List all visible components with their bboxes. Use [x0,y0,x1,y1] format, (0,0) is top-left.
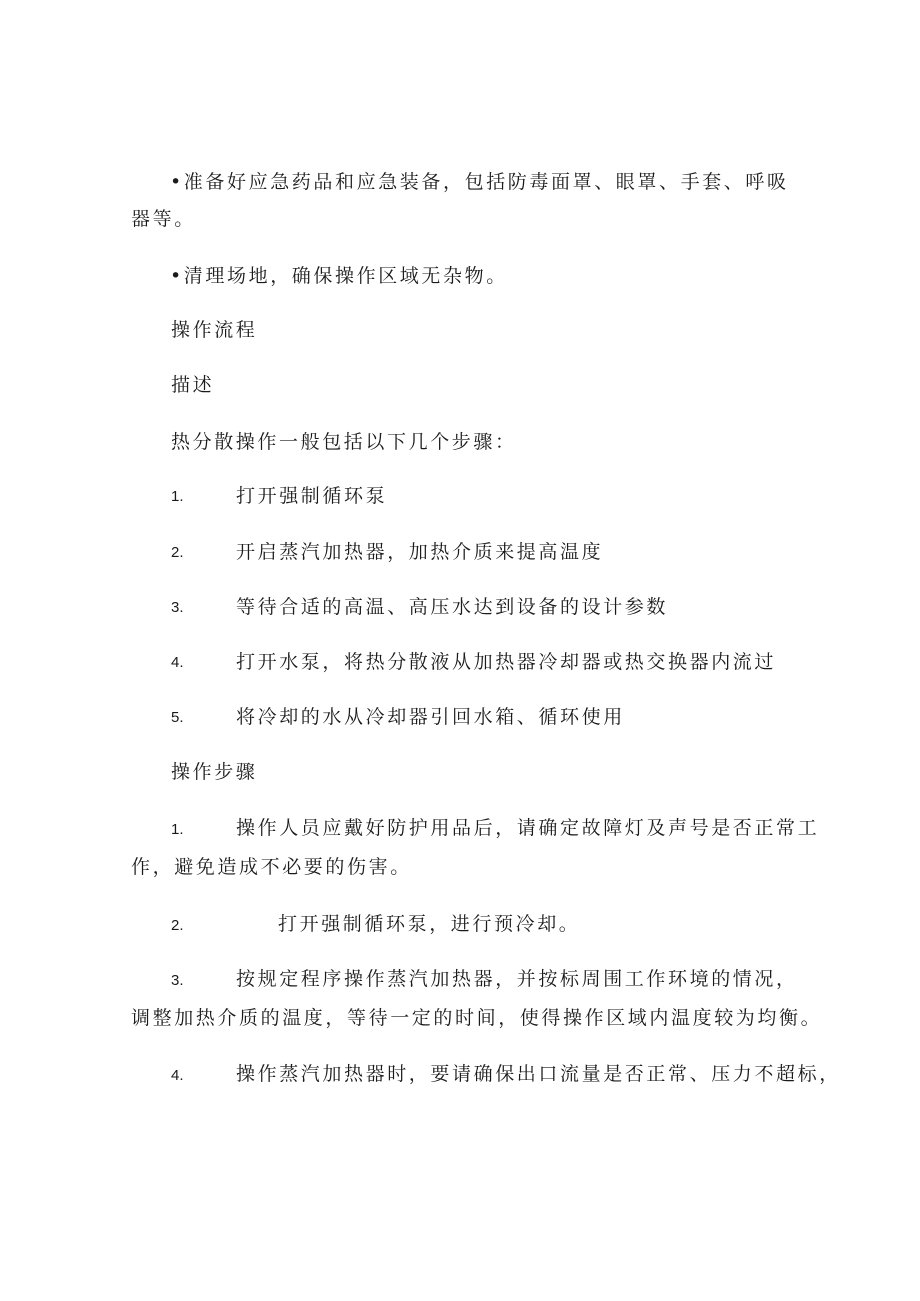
flow-item-text: 打开水泵，将热分散液从加热器冷却器或热交换器内流过 [236,651,777,673]
flow-intro: 热分散操作一般包括以下几个步骤： [171,431,517,453]
step-item-number: 4. [171,1067,184,1084]
flow-item-text: 将冷却的水从冷却器引回水箱、循环使用 [236,706,625,728]
step-item-line-1: 操作人员应戴好防护用品后，请确定故障灯及声号是否正常工 [236,817,820,839]
flow-item-number: 3. [171,599,184,616]
section-heading-steps: 操作步骤 [171,761,258,783]
section-heading-flow: 操作流程 [171,319,258,341]
step-item-line-1: 按规定程序操作蒸汽加热器，并按标周围工作环境的情况， [236,968,798,990]
step-item-line-1: 操作蒸汽加热器时，要请确保出口流量是否正常、压力不超标， [236,1063,841,1085]
subheading-description: 描述 [171,374,215,396]
flow-item-text: 等待合适的高温、高压水达到设备的设计参数 [236,596,669,618]
flow-item-number: 2. [171,544,184,561]
flow-item-number: 4. [171,654,184,671]
flow-item-text: 打开强制循环泵 [236,485,388,507]
step-item-number: 1. [171,821,184,838]
prep-item-2: •清理场地，确保操作区域无杂物。 [170,265,508,287]
step-item-number: 3. [171,972,184,989]
flow-item-text: 开启蒸汽加热器，加热介质来提高温度 [236,541,604,563]
flow-item-number: 5. [171,709,184,726]
step-item-number: 2. [171,917,184,934]
step-item-line-2: 调整加热介质的温度，等待一定的时间，使得操作区域内温度较为均衡。 [131,1007,823,1029]
prep-item-1-line-1: •准备好应急药品和应急装备，包括防毒面罩、眼罩、手套、呼吸 [170,171,789,193]
step-item-line-2: 作，避免造成不必要的伤害。 [131,856,412,878]
flow-item-number: 1. [171,488,184,505]
step-item-line-1: 打开强制循环泵，进行预冷却。 [278,913,581,935]
prep-item-1-line-2: 器等。 [131,208,196,230]
